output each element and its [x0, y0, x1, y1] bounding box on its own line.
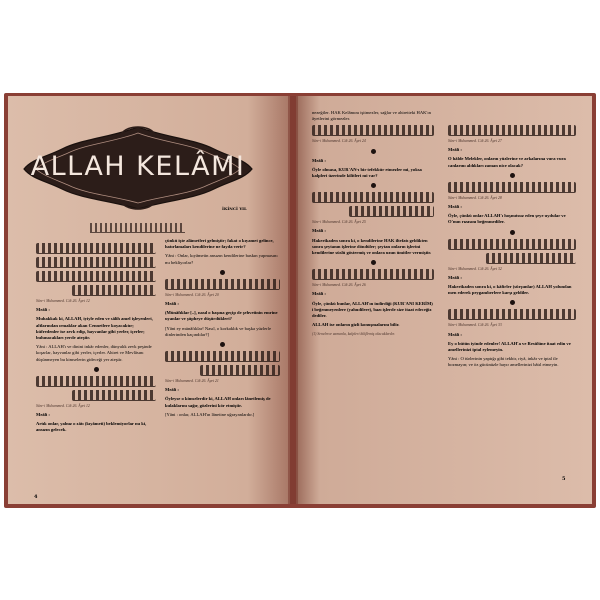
arabic-verse-line — [448, 239, 576, 250]
arabic-verse-line — [200, 365, 281, 376]
separator-dot-icon — [371, 260, 376, 265]
verse-meaning: Ey o bütün iyinde edenler! ALLAH'a ve Resûlüne itaat edin ve amellerinizi iptal eylemeyin. — [448, 340, 571, 353]
meali-label: Meâli : — [312, 157, 326, 163]
verse-meaning: Öyle, çünkü onlar ALLAH'ı hoşnutsuz eden şeye uydular ve O'nun rızasını beğenmediler. — [448, 213, 566, 225]
verse-meaning: Öyle, çünkü bunlar, ALLAH'ın indirdiği (KUR'ANI KERİM) i beğenmeyenlere (yahudilere), bazı işlerde size itaat edeceğiz dediler. — [312, 300, 433, 319]
arabic-verse-line — [312, 125, 434, 136]
verse-reference: Sûre-i Muhammed. Cilt 26. Âyet 12 — [36, 403, 90, 408]
right-column-2 — [448, 122, 576, 372]
meali-label: Meâli : — [36, 412, 50, 418]
meali-label: Meâli : — [448, 331, 462, 337]
book-gutter — [288, 96, 298, 504]
verse-reference: Sûre-i Muhammed. Cilt 26. Âyet 32 — [448, 266, 502, 271]
meali-label: Meâli : — [448, 204, 462, 210]
meali-label: Meâli : — [312, 291, 326, 297]
separator-dot-icon — [371, 183, 376, 188]
arabic-verse-line — [72, 390, 156, 401]
arabic-verse-line — [448, 125, 576, 136]
verse-reference: Sûre-i Muhammed. Cilt 26. Âyet 28 — [448, 195, 502, 200]
separator-dot-icon — [220, 342, 225, 347]
arabic-verse-line — [36, 376, 156, 387]
verse-reference: Sûre-i Muhammed. Cilt 26. Âyet 20 — [165, 292, 219, 297]
verse-commentary: nezeğiler. HAK Kelâmını işitmezler, sağlar ve ahiretteki HAK'ın âyetlerini görmezler. — [312, 110, 431, 122]
arabic-verse-line — [36, 243, 156, 254]
verse-reference: Sûre-i Muhammed. Cilt 26. Âyet 25 — [312, 220, 366, 225]
separator-dot-icon — [510, 230, 515, 235]
arabic-verse-line — [349, 206, 434, 217]
arabic-verse-line — [312, 269, 434, 280]
arabic-verse-line — [72, 285, 156, 296]
verse-reference: Sûre-i Muhammed. Cilt 26. Âyet 21 — [165, 379, 219, 384]
meali-label: Meâli : — [165, 387, 179, 393]
footnote: (1) Senelerce zamanla, kalpleri kiliflemiş olacaklardır. — [312, 332, 395, 337]
meali-label: Meâli : — [448, 274, 462, 280]
verse-meaning: (Münâfıklar [..], nasıl o başına geçip de şehvetinin emrine uyanlar ve şüpheye düşürdükleri? — [165, 310, 278, 322]
verse-meaning: Öyleyse o kimselerdir ki, ALLAH onları lânetlemiş de kulaklarını sağır, gözlerini kör etmiştir. — [165, 396, 271, 408]
arabic-verse-line — [165, 279, 280, 290]
page-number-left: 4 — [34, 494, 38, 500]
right-column-1 — [312, 110, 434, 341]
left-column-2 — [165, 238, 280, 421]
verse-reference: Sûre-i Muhammed. Cilt 26. Âyet 12 — [36, 299, 90, 303]
verse-commentary: Yâni : ALLAH'ı ve dinini inkâr edenler, dünyalık zevk peşinde koşarlar, hayvanlar gibi yerler, içerler. Ahiret ve Mevlâsını düşünmeyen bu kimselerin gideceği yer ateştir. — [36, 344, 152, 362]
meali-label: Meâli : — [165, 301, 179, 307]
left-column-1 — [36, 240, 156, 437]
meali-label: Meâli : — [448, 147, 462, 153]
verse-meaning: Artık onlar, yalnız o zâtı (kıyâmeti) beklemiyorlar mı ki, ansızın gelecek. — [36, 421, 147, 433]
verse-meaning: O hâlde Melekler, onların yüzlerine ve arkalarına vura vura canlarını aldıkları zaman nice olacak? — [448, 156, 566, 168]
verse-reference: Sûre-i Muhammed. Cilt 26. Âyet 26 — [312, 283, 366, 288]
verse-meaning: Hakerikaden sonra ki, o kâfirler (sûrşunlar) ALLAH yolundan men ederek peygamberlere karşı geldiler. — [448, 284, 572, 296]
meali-label: Meâli : — [312, 228, 326, 234]
basmala-calligraphy — [90, 223, 185, 233]
arabic-verse-line — [486, 253, 576, 264]
separator-dot-icon — [510, 173, 515, 178]
verse-meaning: Hakerikaden sonra ki, o kendilerine HAK iltefatı geldikten sonra şeytanın işlerine döndüler; şeytan onların işlerini kendilerine süslü göstermiş ve onlara uzun ümitler vermiştir. — [312, 237, 432, 256]
verse-meaning: ALLAH ise onların gizli konuşmalarını bilir. — [312, 322, 400, 328]
verse-commentary: [Yâni : onlar, ALLAH'ın lânetine uğrayanlardır.] — [165, 411, 255, 417]
arabic-verse-line — [448, 182, 576, 193]
verse-reference: Sûre-i Muhammed. Cilt 26. Âyet 24 — [312, 139, 366, 144]
separator-dot-icon — [220, 270, 225, 275]
title-plate — [22, 123, 254, 213]
arabic-verse-line — [36, 257, 156, 268]
verse-meaning: Öyle olmasa, KUR'AN-ı bir tefekkür etmezler mi, yoksa kalpleri üzerinde kilitleri mi var? — [312, 166, 422, 179]
page-number-right: 5 — [562, 476, 566, 482]
separator-dot-icon — [371, 149, 376, 154]
verse-commentary: Yâni : Onlar, kıyâmetin ansızın kendilerine baskın yapmasını mı bekliyorlar? — [165, 253, 278, 265]
verse-commentary: [Yâni ey münâfıklar! Nasıl, o korkaklık ve başka yüzlerle dinlerinden kaçındılar?] — [165, 325, 272, 337]
arabic-verse-line — [165, 351, 280, 362]
arabic-verse-line — [312, 192, 434, 203]
arabic-verse-line — [448, 309, 576, 320]
verse-reference: Sûre-i Muhammed. Cilt 26. Âyet 27 — [448, 139, 502, 143]
verse-reference: Sûre-i Muhammed. Cilt 26. Âyet 33 — [448, 323, 502, 328]
arabic-verse-line — [36, 271, 156, 282]
verse-meaning: Muhakkak ki, ALLAH, iyiyle eden ve sâlih amel işleyenleri, altlarından ırmaklar akan Cennetlere koyacaktır; küfredenler ise zevk edip, hayvanlar gibi yerler, içerler; bulunacakları yerde ateştir. — [36, 316, 153, 341]
separator-dot-icon — [94, 367, 99, 372]
meali-label: Meâli : — [36, 307, 50, 313]
section-label: İKİNCİ YIL — [222, 206, 247, 211]
page-title: ALLAH KELÂMI — [30, 151, 246, 182]
verse-meaning: çünkü işte alâmetleri gelmiştir; fakat o kıyamet gelince, hatırlamaları kendilerine ne fayda verir? — [165, 238, 274, 250]
separator-dot-icon — [510, 300, 515, 305]
verse-commentary: Yâni : O türlerinin yaptığı gibi tekbir, riyâ, inkâr ve iptal ile bozmayın; ve öz gücünüzle hayır amellerinizi bâtıl etmeyin. — [448, 356, 559, 368]
